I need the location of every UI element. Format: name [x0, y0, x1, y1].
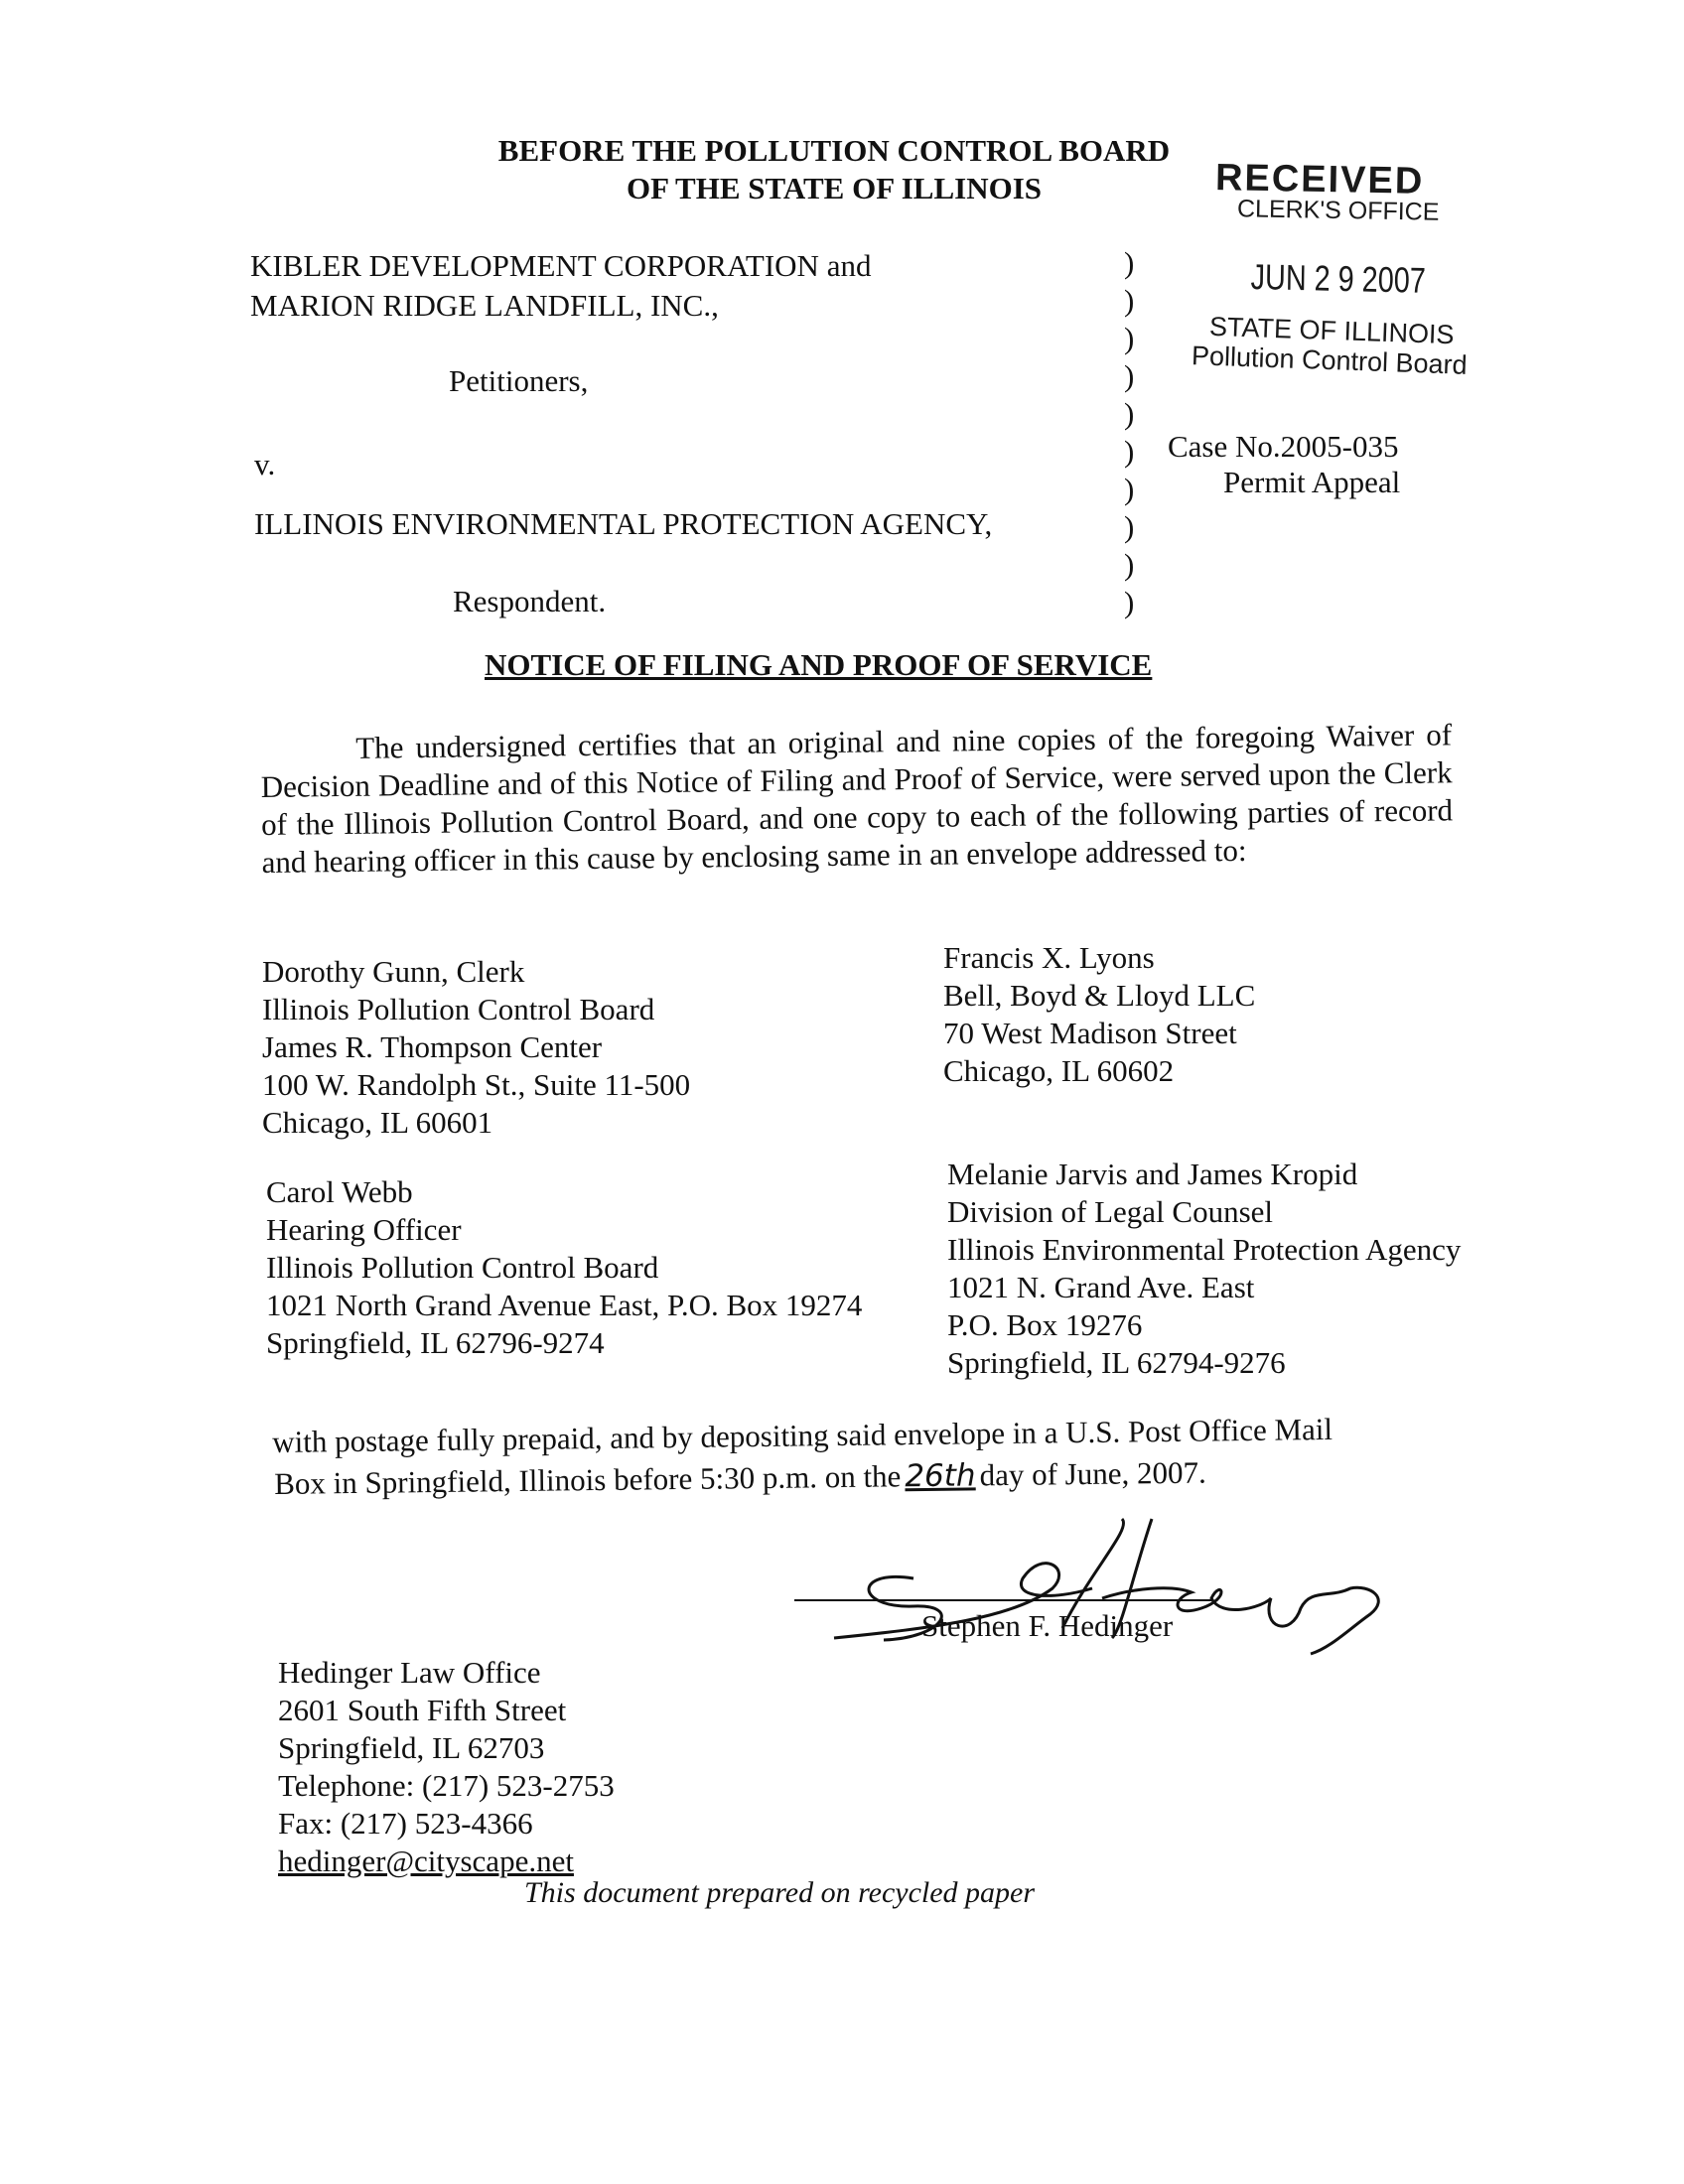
petitioner-line2: MARION RIDGE LANDFILL, INC., [250, 288, 719, 323]
versus: v. [254, 447, 276, 481]
caption-paren: ) [1124, 283, 1135, 318]
address-jarvis [947, 1156, 1461, 1382]
clerks-office-stamp: CLERK'S OFFICE [1236, 195, 1440, 226]
firm-block [278, 1654, 615, 1880]
board-title-line2: OF THE STATE OF ILLINOIS [626, 171, 1043, 205]
address-line: 1021 N. Grand Ave. East [947, 1270, 1255, 1304]
handwritten-day: 26th [905, 1457, 976, 1495]
address-line: Melanie Jarvis and James Kropid [947, 1157, 1358, 1191]
address-line: P.O. Box 19276 [947, 1307, 1143, 1342]
firm-name: Hedinger Law Office [278, 1655, 541, 1690]
firm-telephone: Telephone: (217) 523-2753 [278, 1768, 615, 1803]
address-line: 100 W. Randolph St., Suite 11-500 [262, 1067, 691, 1102]
firm-street: 2601 South Fifth Street [278, 1693, 567, 1727]
address-line: Illinois Pollution Control Board [266, 1250, 659, 1285]
notice-title: NOTICE OF FILING AND PROOF OF SERVICE [485, 647, 1153, 682]
address-line: Illinois Environmental Protection Agency [947, 1232, 1462, 1267]
respondent-name: ILLINOIS ENVIRONMENTAL PROTECTION AGENCY, [254, 506, 993, 541]
caption-paren: ) [1124, 245, 1135, 280]
stamp-date: JUN 2 9 2007 [1250, 256, 1427, 301]
intro-paragraph: The undersigned certifies that an original and nine copies of the foregoing Waiver of Decision Deadline and of this Notice of Filing and Proof of Service, were served upon the Clerk of the Illinois Pollution Control Board, and one copy to each of the following parties of record and hearing officer in this cause by enclosing same in an envelope addressed to: [260, 717, 1454, 880]
respondent-label: Respondent. [453, 584, 607, 618]
closing-line2-end: day of June, 2007. [979, 1454, 1206, 1493]
firm-email-link[interactable]: hedinger@cityscape.net [278, 1843, 574, 1878]
caption-paren: ) [1124, 396, 1135, 431]
address-line: Dorothy Gunn, Clerk [262, 954, 525, 989]
caption-paren: ) [1124, 585, 1135, 619]
stamp-board: Pollution Control Board [1191, 341, 1469, 380]
petitioner-line1: KIBLER DEVELOPMENT CORPORATION and [250, 248, 872, 283]
received-stamp: RECEIVED [1214, 157, 1425, 203]
address-line: Division of Legal Counsel [947, 1194, 1274, 1229]
address-line: 70 West Madison Street [943, 1016, 1237, 1050]
caption-paren: ) [1124, 509, 1135, 544]
caption-paren: ) [1124, 472, 1135, 506]
recycled-paper-note: This document prepared on recycled paper [524, 1876, 1036, 1909]
case-type: Permit Appeal [1223, 465, 1401, 499]
signer-name: Stephen F. Hedinger [921, 1608, 1174, 1643]
address-lyons [943, 939, 1255, 1090]
petitioners-label: Petitioners, [449, 363, 589, 398]
case-number: Case No.2005-035 [1168, 429, 1399, 464]
address-line: Hearing Officer [266, 1212, 462, 1247]
address-line: Francis X. Lyons [943, 940, 1155, 975]
caption-paren: ) [1124, 547, 1135, 582]
address-line: 1021 North Grand Avenue East, P.O. Box 19274 [266, 1288, 863, 1322]
address-line: Chicago, IL 60602 [943, 1053, 1175, 1088]
address-line: Carol Webb [266, 1174, 413, 1209]
firm-city: Springfield, IL 62703 [278, 1730, 545, 1765]
caption-paren: ) [1124, 321, 1135, 355]
address-line: Springfield, IL 62796-9274 [266, 1325, 605, 1360]
address-line: Springfield, IL 62794-9276 [947, 1345, 1286, 1380]
firm-fax: Fax: (217) 523-4366 [278, 1806, 533, 1841]
board-title-line1: BEFORE THE POLLUTION CONTROL BOARD [497, 133, 1171, 168]
closing-line2-start: Box in Springfield, Illinois before 5:30 p.m. on the [274, 1458, 902, 1501]
address-line: Illinois Pollution Control Board [262, 992, 655, 1026]
caption-paren: ) [1124, 358, 1135, 393]
address-line: Chicago, IL 60601 [262, 1105, 493, 1140]
address-gunn [262, 953, 690, 1142]
address-line: Bell, Boyd & Lloyd LLC [943, 978, 1256, 1013]
caption-paren: ) [1124, 434, 1135, 469]
address-webb [266, 1173, 862, 1362]
stamp-state: STATE OF ILLINOIS [1208, 311, 1456, 350]
address-line: James R. Thompson Center [262, 1029, 603, 1064]
closing-line1: with postage fully prepaid, and by depositing said envelope in a U.S. Post Office Mail [272, 1411, 1333, 1459]
